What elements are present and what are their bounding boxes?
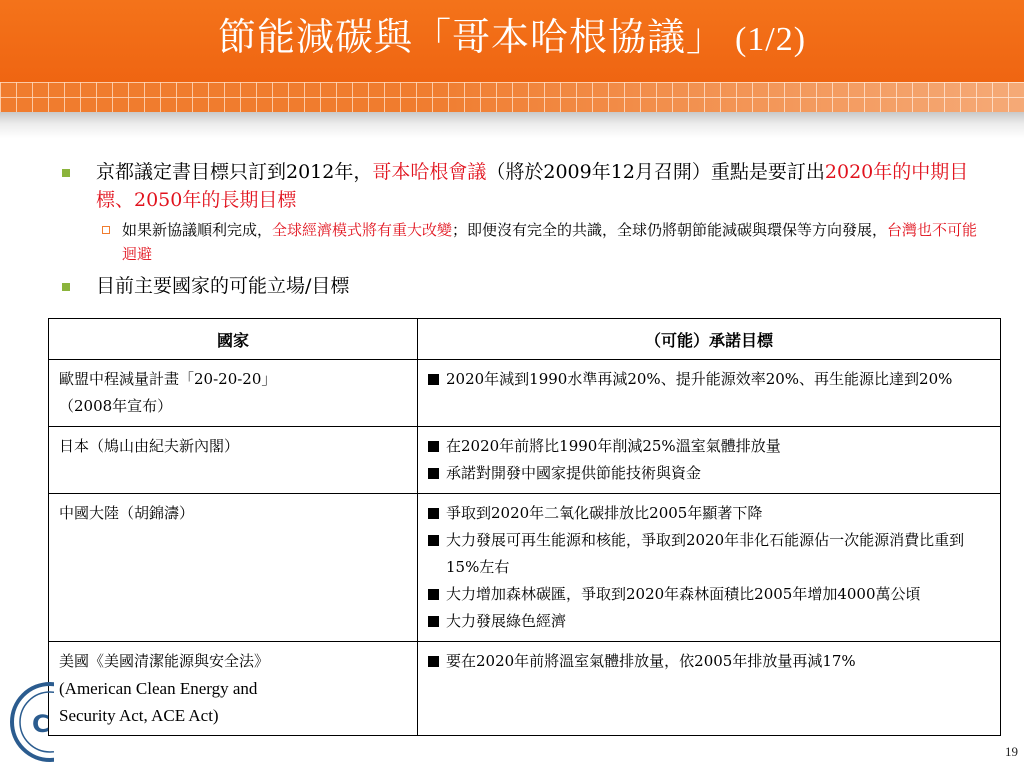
bullet-positions-text: 目前主要國家的可能立場/目標 bbox=[96, 275, 350, 297]
black-square-bullet-icon bbox=[428, 656, 439, 667]
title-bar bbox=[0, 0, 1024, 82]
bullet-square-icon bbox=[62, 283, 70, 291]
goal-item bbox=[428, 433, 992, 460]
bullet-positions bbox=[58, 272, 978, 300]
goal-item bbox=[428, 581, 992, 608]
goals-cell bbox=[418, 494, 1001, 642]
goal-item bbox=[428, 460, 992, 487]
goal-text: 2020年減到1990水準再減20%、提升能源效率20%、再生能源比達到20% bbox=[446, 370, 953, 388]
sub-bullet-text-2: ；即便沒有完全的共識，全球仍將朝節能減碳與環保等方向發展， bbox=[452, 221, 888, 239]
goal-item bbox=[428, 648, 992, 675]
header-band-fade bbox=[0, 82, 1024, 112]
goal-text: 承諾對開發中國家提供節能技術與資金 bbox=[446, 464, 702, 482]
country-cell bbox=[49, 642, 418, 736]
black-square-bullet-icon bbox=[428, 616, 439, 627]
country-line: 中國大陸（胡錦濤） bbox=[59, 504, 195, 522]
goal-text: 大力發展綠色經濟 bbox=[446, 612, 567, 630]
country-line: 美國《美國清潔能源與安全法》 bbox=[59, 652, 270, 670]
country-cell bbox=[49, 360, 418, 427]
circular-emblem-icon bbox=[6, 676, 54, 768]
country-cell bbox=[49, 427, 418, 494]
goal-text: 在2020年前將比1990年削減25%溫室氣體排放量 bbox=[446, 437, 781, 455]
goals-cell bbox=[418, 360, 1001, 427]
goal-text: 大力發展可再生能源和核能，爭取到2020年非化石能源佔一次能源消費比重到15%左右 bbox=[446, 531, 965, 576]
country-line: 歐盟中程減量計畫「20-20-20」 bbox=[59, 370, 277, 388]
country-goals-table bbox=[48, 318, 1001, 736]
sub-bullet-highlight-1: 全球經濟模式將有重大改變 bbox=[272, 221, 453, 239]
country-line: （2008年宣布） bbox=[59, 397, 173, 415]
header-country: 國家 bbox=[49, 319, 418, 360]
header-shadow bbox=[0, 112, 1024, 138]
bullet-square-icon bbox=[62, 169, 70, 177]
bullet-kyoto-text-2: （將於2009年12月召開）重點是要訂出 bbox=[486, 161, 825, 183]
goals-cell bbox=[418, 427, 1001, 494]
black-square-bullet-icon bbox=[428, 508, 439, 519]
bullet-kyoto-text-1: 京都議定書目標只訂到2012年， bbox=[96, 161, 373, 183]
slide-title-text: 節能減碳與「哥本哈根協議」 bbox=[217, 15, 725, 59]
bullet-kyoto-highlight-2: 2020年的中期目標、2050年的長期目標 bbox=[96, 161, 969, 211]
black-square-bullet-icon bbox=[428, 468, 439, 479]
sub-bullet-agreement bbox=[96, 218, 978, 266]
svg-text:C: C bbox=[32, 710, 50, 738]
black-square-bullet-icon bbox=[428, 441, 439, 452]
sub-bullet-highlight-2: 台灣也不可能迴避 bbox=[122, 221, 978, 263]
bullet-list bbox=[58, 158, 978, 304]
slide-title-suffix: (1/2) bbox=[734, 21, 807, 58]
country-cell bbox=[49, 494, 418, 642]
table-row bbox=[49, 427, 1001, 494]
page-number: 19 bbox=[1005, 744, 1018, 759]
hollow-square-bullet-icon bbox=[102, 226, 110, 234]
goal-text: 爭取到2020年二氧化碳排放比2005年顯著下降 bbox=[446, 504, 763, 522]
table-row bbox=[49, 494, 1001, 642]
header-goals: （可能）承諾目標 bbox=[418, 319, 1001, 360]
table-row bbox=[49, 360, 1001, 427]
goal-item bbox=[428, 527, 992, 581]
country-line: 日本（鳩山由紀夫新內閣） bbox=[59, 437, 240, 455]
country-line: (American Clean Energy and bbox=[59, 679, 258, 698]
sub-bullet-text-1: 如果新協議順利完成， bbox=[122, 221, 273, 239]
goal-item bbox=[428, 500, 992, 527]
black-square-bullet-icon bbox=[428, 535, 439, 546]
table-row bbox=[49, 642, 1001, 736]
black-square-bullet-icon bbox=[428, 589, 439, 600]
goal-item bbox=[428, 366, 992, 393]
black-square-bullet-icon bbox=[428, 374, 439, 385]
country-line: Security Act, ACE Act) bbox=[59, 706, 219, 725]
slide-title bbox=[0, 6, 1024, 71]
goals-cell bbox=[418, 642, 1001, 736]
goal-item bbox=[428, 608, 992, 635]
goal-text: 大力增加森林碳匯，爭取到2020年森林面積比2005年增加4000萬公頃 bbox=[446, 585, 921, 603]
goal-text: 要在2020年前將溫室氣體排放量，依2005年排放量再減17% bbox=[446, 652, 856, 670]
table-header-row bbox=[49, 319, 1001, 360]
bullet-kyoto-highlight-1: 哥本哈根會議 bbox=[372, 161, 487, 183]
bullet-kyoto bbox=[58, 158, 978, 214]
